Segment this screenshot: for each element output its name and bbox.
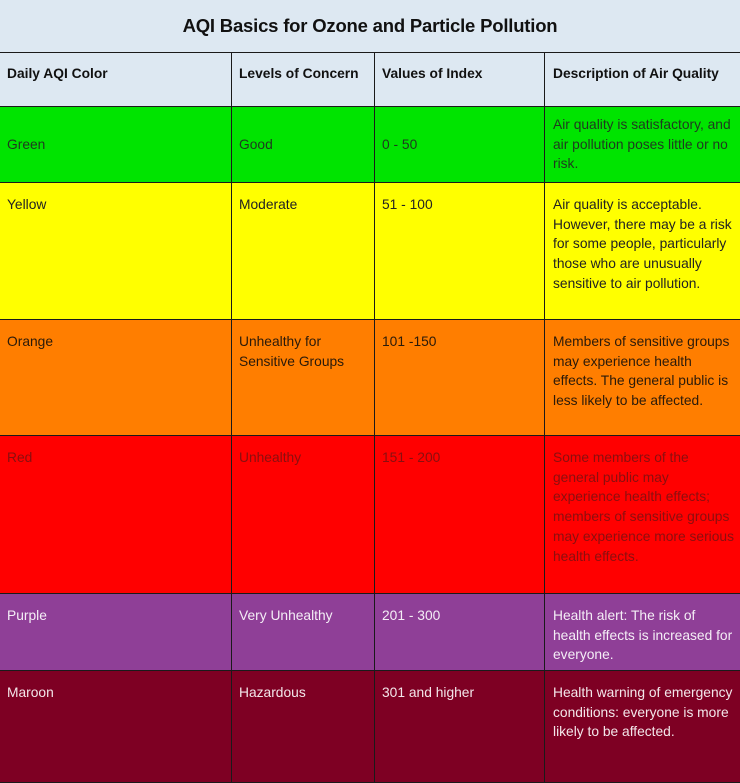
cell-level-of-concern — [232, 436, 375, 593]
header-row — [0, 53, 740, 107]
cell-aqi-color — [0, 183, 232, 319]
cell-index-values-text: 301 and higher — [382, 685, 475, 700]
cell-index-values — [375, 320, 545, 435]
cell-description — [545, 320, 740, 435]
cell-description-text: Air quality is satisfactory, and air pollution poses little or no risk. — [553, 116, 731, 172]
cell-description — [545, 436, 740, 593]
cell-aqi-color-text: Purple — [7, 608, 47, 623]
cell-aqi-color — [0, 436, 232, 593]
cell-aqi-color-text: Orange — [7, 334, 54, 349]
cell-index-values — [375, 594, 545, 670]
cell-level-of-concern-text: Good — [239, 136, 273, 152]
cell-level-of-concern — [232, 320, 375, 435]
cell-level-of-concern-text: Moderate — [239, 197, 298, 212]
cell-index-values — [375, 671, 545, 782]
cell-description — [545, 183, 740, 319]
cell-index-values — [375, 436, 545, 593]
column-header-level: Levels of Concern — [232, 53, 375, 106]
cell-description-text: Health alert: The risk of health effects is increased for everyone. — [553, 608, 733, 663]
cell-level-of-concern-text: Unhealthy — [239, 450, 302, 465]
cell-aqi-color-text: Yellow — [7, 197, 47, 212]
cell-aqi-color-text: Red — [7, 450, 33, 465]
cell-index-values — [375, 107, 545, 182]
cell-aqi-color — [0, 671, 232, 782]
cell-level-of-concern — [232, 594, 375, 670]
cell-aqi-color — [0, 320, 232, 435]
cell-description — [545, 107, 740, 182]
cell-aqi-color-text: Maroon — [7, 685, 54, 700]
table-title: AQI Basics for Ozone and Particle Pollution — [182, 15, 558, 36]
cell-index-values-text: 51 - 100 — [382, 197, 433, 212]
cell-index-values — [375, 183, 545, 319]
cell-level-of-concern — [232, 107, 375, 182]
table-row — [0, 436, 740, 594]
column-header-color: Daily AQI Color — [0, 53, 232, 106]
cell-index-values-text: 101 -150 — [382, 334, 437, 349]
table-title-bar — [0, 0, 740, 53]
cell-index-values-text: 151 - 200 — [382, 450, 441, 465]
cell-description-text: Air quality is acceptable. However, there may be a risk for some people, particularly those who are unusually sensitive to air pollution. — [553, 197, 732, 291]
cell-description-text: Some members of the general public may experience health effects; members of sensitive groups may experience more serious health effects. — [553, 450, 734, 564]
column-header-description: Description of Air Quality — [553, 66, 719, 81]
table-row — [0, 183, 740, 320]
cell-description — [545, 671, 740, 782]
cell-level-of-concern — [232, 671, 375, 782]
cell-level-of-concern — [232, 183, 375, 319]
cell-aqi-color — [0, 594, 232, 670]
cell-index-values-text: 201 - 300 — [382, 608, 441, 623]
table-row — [0, 594, 740, 671]
table-row — [0, 320, 740, 436]
cell-level-of-concern-text: Hazardous — [239, 685, 306, 700]
cell-aqi-color — [0, 107, 232, 182]
table-row — [0, 107, 740, 183]
cell-description-text: Health warning of emergency conditions: everyone is more likely to be affected. — [553, 685, 733, 740]
cell-aqi-color-text: Green — [7, 136, 46, 152]
cell-description — [545, 594, 740, 670]
cell-index-values-text: 0 - 50 — [382, 136, 418, 152]
cell-level-of-concern-text: Very Unhealthy — [239, 608, 333, 623]
table-row — [0, 671, 740, 783]
cell-level-of-concern-text: Unhealthy for Sensitive Groups — [239, 334, 345, 369]
column-header-values: Values of Index — [375, 53, 545, 106]
cell-description-text: Members of sensitive groups may experience health effects. The general public is less likely to be affected. — [553, 334, 730, 409]
